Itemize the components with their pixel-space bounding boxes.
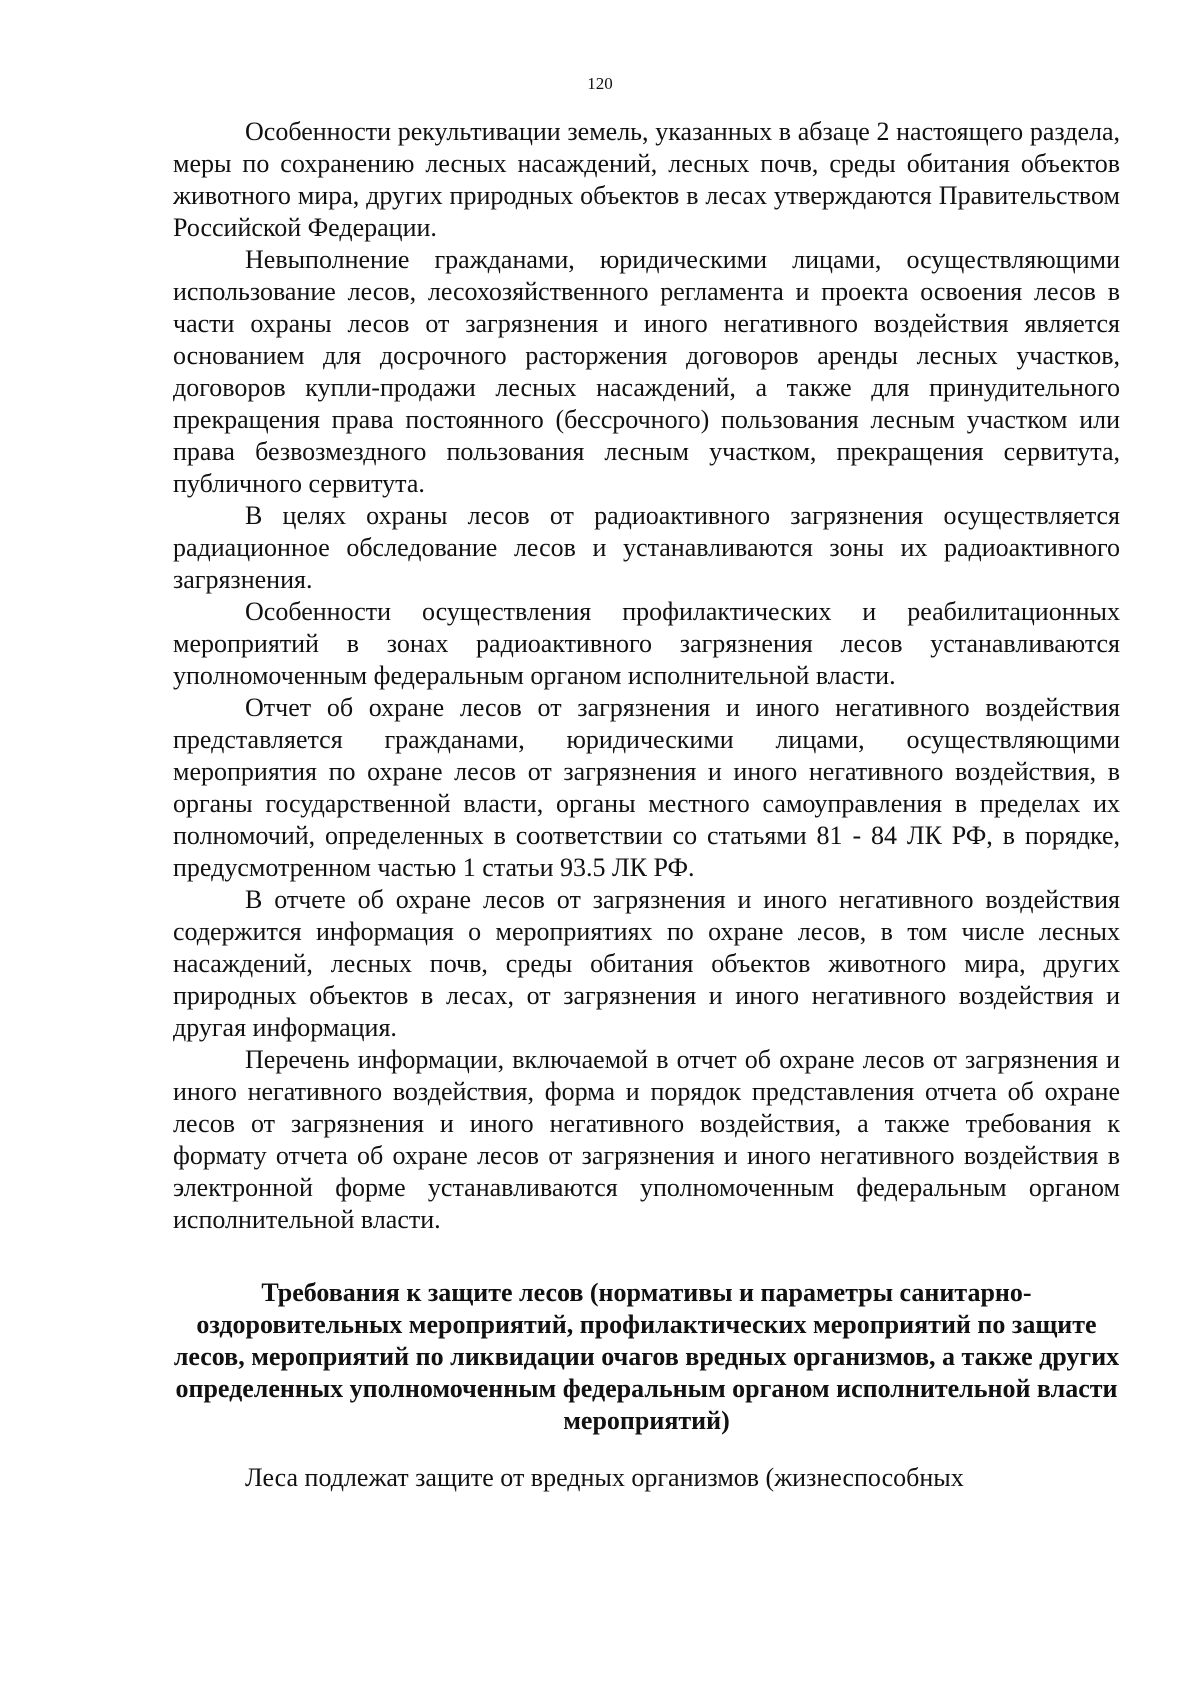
paragraph-rehabilitation-measures: Особенности осуществления профилактических и реабилитационных мероприятий в зонах радиоактивного загрязнения лесов устанавливаются уполномоченным федеральным органом исполнительной власти. [173,597,1120,690]
paragraph-non-compliance: Невыполнение гражданами, юридическими лицами, осуществляющими использование лесов, лесохозяйственного регламента и проекта освоения лесов в части охраны лесов от загрязнения и иного негативного воздействия является основанием для досрочного расторжения договоров аренды лесных участков, договоров купли-продажи лесных насаждений, а также для принудительного прекращения права постоянного (бессрочного) пользования лесным участком или права безвозмездного пользования лесным участком, прекращения сервитута, публичного сервитута. [173,245,1120,498]
paragraph-recultivation: Особенности рекультивации земель, указанных в абзаце 2 настоящего раздела, меры по сохранению лесных насаждений, лесных почв, среды обитания объектов животного мира, других природных объектов в лесах утверждаются Правительством Российской Федерации. [173,117,1120,242]
paragraph-report-submission: Отчет об охране лесов от загрязнения и иного негативного воздействия представляется гражданами, юридическими лицами, осуществляющими мероприятия по охране лесов от загрязнения и иного негативного воздействия, в органы государственной власти, органы местного самоуправления в пределах их полномочий, определенных в соответствии со статьями 81 - 84 ЛК РФ, в порядке, предусмотренном частью 1 статьи 93.5 ЛК РФ. [173,693,1120,882]
document-body [173,116,1120,1494]
section-heading: Требования к защите лесов (нормативы и параметры санитарно-оздоровительных мероприятий, профилактических мероприятий по защите лесов, мероприятий по ликвидации очагов вредных организмов, а также других определенных уполномоченным федеральным органом исполнительной власти мероприятий) [173,1278,1120,1435]
paragraph-report-format: Перечень информации, включаемой в отчет об охране лесов от загрязнения и иного негативного воздействия, форма и порядок представления отчета об охране лесов от загрязнения и иного негативного воздействия, а также требования к формату отчета об охране лесов от загрязнения и иного негативного воздействия в электронной форме устанавливаются уполномоченным федеральным органом исполнительной власти. [173,1045,1120,1234]
paragraph-report-contents: В отчете об охране лесов от загрязнения и иного негативного воздействия содержится информация о мероприятиях по охране лесов, в том числе лесных насаждений, лесных почв, среды обитания объектов животного мира, других природных объектов в лесах, от загрязнения и иного негативного воздействия и другая информация. [173,885,1120,1042]
paragraph-radiation-survey: В целях охраны лесов от радиоактивного загрязнения осуществляется радиационное обследование лесов и устанавливаются зоны их радиоактивного загрязнения. [173,501,1120,594]
page-number: 120 [587,74,613,93]
paragraph-forest-protection: Леса подлежат защите от вредных организмов (жизнеспособных [245,1463,964,1492]
